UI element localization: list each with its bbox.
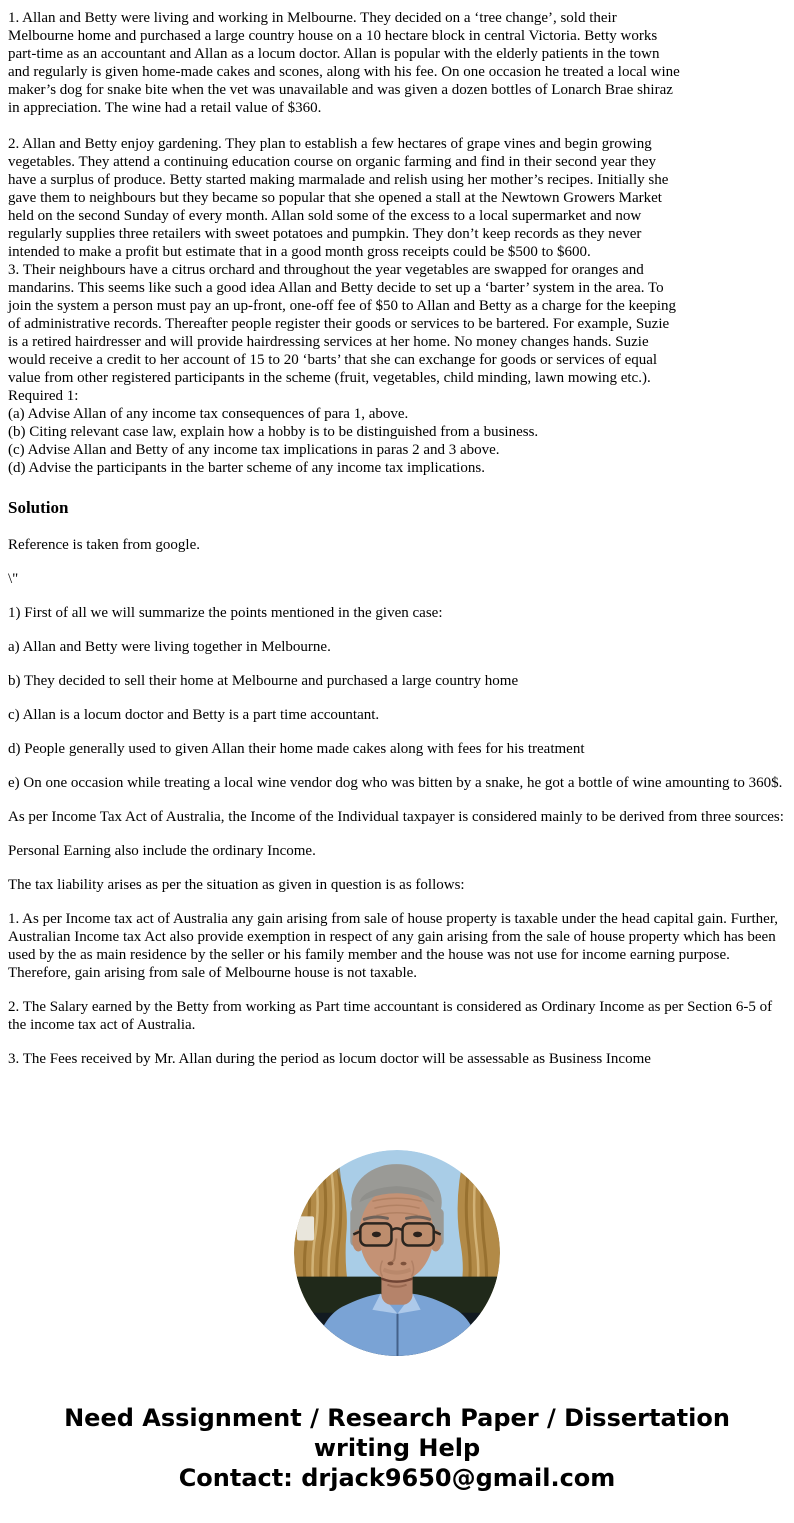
solution-heading: Solution bbox=[8, 498, 69, 517]
required-item-d: (d) Advise the participants in the barter scheme of any income tax implications. bbox=[8, 460, 485, 476]
solution-point-a: a) Allan and Betty were living together in Melbourne. bbox=[8, 639, 331, 655]
photo-switch-plate bbox=[297, 1216, 314, 1240]
solution-reference: Reference is taken from google. bbox=[8, 537, 201, 553]
solution-analysis-6-clipped: 3. The Fees received by Mr. Allan during the period as locum doctor will be assessable as Business Income bbox=[8, 1051, 651, 1067]
solution-point-b: b) They decided to sell their home at Melbourne and purchased a large country home bbox=[8, 673, 519, 689]
footer-line-2: writing Help bbox=[313, 1434, 481, 1462]
question-paragraph-1: 1. Allan and Betty were living and working in Melbourne. They decided on a ‘tree change’, sold their Melbourne home and purchased a large country house on a 10 hectare block in central Victoria. Betty works part-time as an accountant and Allan as a locum doctor. Allan is popular with the elderly patients in the town and regularly is given home-made cakes and scones, along with his fee. On one occasion he treated a local wine maker’s dog for snake bite when the vet was unavailable and was given a dozen bottles of Lonarch Brae shiraz in appreciation. The wine had a retail value of $360. bbox=[8, 10, 680, 116]
required-title: Required 1: bbox=[8, 388, 79, 404]
solution-point-e: e) On one occasion while treating a local wine vendor dog who was bitten by a snake, he got a bottle of wine amounting to 360$. bbox=[8, 775, 783, 791]
solution-point-c: c) Allan is a locum doctor and Betty is a part time accountant. bbox=[8, 707, 380, 723]
required-item-c: (c) Advise Allan and Betty of any income tax implications in paras 2 and 3 above. bbox=[8, 442, 500, 458]
solution-intro: 1) First of all we will summarize the points mentioned in the given case: bbox=[8, 605, 443, 621]
photo-nostril-right bbox=[401, 1262, 407, 1266]
solution-analysis-3: The tax liability arises as per the situation as given in question is as follows: bbox=[8, 877, 465, 893]
footer-banner bbox=[0, 1403, 794, 1493]
tutor-photo bbox=[294, 1150, 500, 1356]
solution-analysis-4: 1. As per Income tax act of Australia any gain arising from sale of house property is taxable under the head capital gain. Further, Australian Income tax Act also provide exemption in respect of any gain arising from the sale of house property which has been used by the as main residence by the seller or his family member and the house was not use for income earning purpose. Therefore, gain arising from sale of Melbourne house is not taxable. bbox=[8, 911, 778, 981]
solution-analysis-1: As per Income Tax Act of Australia, the Income of the Individual taxpayer is considered mainly to be derived from three sources: bbox=[8, 809, 784, 825]
footer-line-3: Contact: drjack9650@gmail.com bbox=[178, 1464, 616, 1492]
tutor-photo-illustration bbox=[294, 1150, 500, 1356]
footer-line-1: Need Assignment / Research Paper / Dissertation bbox=[64, 1404, 730, 1432]
photo-eye-right bbox=[413, 1232, 422, 1238]
question-paragraph-2: 2. Allan and Betty enjoy gardening. They plan to establish a few hectares of grape vines and begin growing vegetables. They attend a continuing education course on organic farming and find in their second year they have a surplus of produce. Betty started making marmalade and relish using her mother’s recipes. Initially she gave them to neighbours but they became so popular that she opened a stall at the Newtown Growers Market held on the second Sunday of every month. Allan sold some of the excess to a local supermarket and now regularly supplies three retailers with sweet potatoes and pumpkin. They don’t keep records as they never intended to make a profit but estimate that in a good month gross receipts could be $500 to $600. bbox=[8, 136, 669, 260]
photo-eye-left bbox=[372, 1232, 381, 1238]
photo-nostril-left bbox=[387, 1262, 393, 1266]
solution-analysis-2: Personal Earning also include the ordinary Income. bbox=[8, 843, 316, 859]
solution-quote-mark: \" bbox=[8, 571, 19, 587]
required-item-a: (a) Advise Allan of any income tax consequences of para 1, above. bbox=[8, 406, 409, 422]
solution-point-d: d) People generally used to given Allan their home made cakes along with fees for his treatment bbox=[8, 741, 585, 757]
solution-analysis-5: 2. The Salary earned by the Betty from working as Part time accountant is considered as Ordinary Income as per Section 6-5 of the income tax act of Australia. bbox=[8, 999, 773, 1033]
required-item-b: (b) Citing relevant case law, explain how a hobby is to be distinguished from a business. bbox=[8, 424, 539, 440]
question-paragraph-3: 3. Their neighbours have a citrus orchard and throughout the year vegetables are swapped for oranges and mandarins. This seems like such a good idea Allan and Betty decide to set up a ‘barter’ system in the area. To join the system a person must pay an up-front, one-off fee of $50 to Allan and Betty as a charge for the keeping of administrative records. Thereafter people register their goods or services to be bartered. For example, Suzie is a retired hairdresser and will provide hairdressing services at her home. No money changes hands. Suzie would receive a credit to her account of 15 to 20 ‘barts’ that she can exchange for goods or services of equal value from other registered participants in the scheme (fruit, vegetables, child minding, lawn mowing etc.). bbox=[8, 262, 677, 386]
